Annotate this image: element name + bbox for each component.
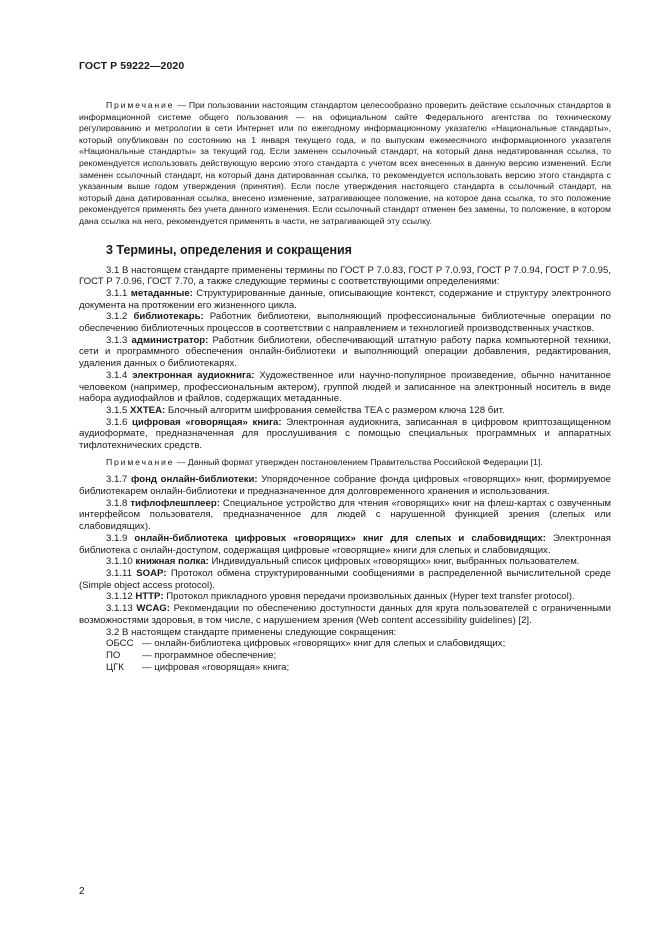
term-name: фонд онлайн-библиотеки: xyxy=(130,474,258,486)
term-name: администратор: xyxy=(131,334,209,346)
term-name: онлайн-библиотека цифровых «говорящих» книг для слепых и слабовидящих: xyxy=(134,532,546,544)
term-name: тифлофлешплеер: xyxy=(130,497,220,509)
term-name: метаданные: xyxy=(130,287,193,299)
term-3-1-12: 3.1.12 HTTP: Протокол прикладного уровня передачи произвольных данных (Hyper text transfer protocol). xyxy=(106,591,575,603)
term-3-1-4: 3.1.4 электронная аудиокнига: Художественное или научно-популярное произведение, обычно начитанное человеком (например, профессиональным актером), группой людей и записанное на электронный носитель в виде набора аудиофайлов и файлов, содержащих метаданные. xyxy=(79,369,611,405)
note-format xyxy=(79,457,611,469)
paragraph-3-1: 3.1 В настоящем стандарте применены термины по ГОСТ Р 7.0.83, ГОСТ Р 7.0.93, ГОСТ Р 7.0.94, ГОСТ Р 7.0.95, ГОСТ Р 7.0.96, ГОСТ 7.70, а также следующие термины с соответствующими определениями: xyxy=(79,264,611,288)
term-name: SOAP: xyxy=(136,568,167,579)
term-3-1-13: 3.1.13 WCAG: Рекомендации по обеспечению доступности данных для круга пользователей с ограниченными возможностями здоровья, в том числе, с нарушением зрения (Web content accessibility guidelines) [2]. xyxy=(79,603,611,626)
term-name: WCAG: xyxy=(136,603,170,615)
document-code-header: ГОСТ Р 59222—2020 xyxy=(79,60,185,72)
term-name: HTTP: xyxy=(135,591,164,603)
abbreviation-item: ОБСС — онлайн-библиотека цифровых «говорящих» книг для слепых и слабовидящих; xyxy=(106,638,506,650)
term-name: электронная аудиокнига: xyxy=(132,369,255,381)
term-3-1-8: 3.1.8 тифлофлешплеер: Специальное устройство для чтения «говорящих» книг на флеш-картах с озвученным интерфейсом пользователя, предназначенное для людей с нарушенной функцией зрения (слепых или слабовидящих). xyxy=(79,497,611,533)
term-3-1-6: 3.1.6 цифровая «говорящая» книга: Электронная аудиокнига, записанная в цифровом криптозащищенном аудиоформате, предназначенная для прослушивания с помощью специальных программных и аппаратных тифлотехнических средств. xyxy=(79,416,611,452)
note-text: — При пользовании настоящим стандартом целесообразно проверить действие ссылочных стандартов в информационной системе общего пользования — на официальном сайте Федерального агентства по техническому регулированию и метрологии в сети Интернет или по ежегодному информационному указателю «Национальные стандарты», который опубликован по состоянию на 1 января текущего года, и по выпускам ежемесячного информационного указателя «Национальные стандарты» за текущий год. Если заменен ссылочный стандарт, на который дана недатированная ссылка, то рекомендуется использовать действующую версию этого стандарта с учетом всех внесенных в данную версию изменений. Если заменен ссылочный стандарт, на который дана датированная ссылка, то рекомендуется использовать версию этого стандарта с указанным выше годом утверждения (принятия). Если после утверждения настоящего стандарта в ссылочный стандарт, на который дана датированная ссылка, внесено изменение, затрагивающее положение, на которое дана ссылка, то это положение рекомендуется применять без учета данного изменения. Если ссылочный стандарт отменен без замены, то положение, в котором дана ссылка на него, рекомендуется применять в части, не затрагивающей эту ссылку. xyxy=(79,100,611,226)
abbreviation-item: ЦГК — цифровая «говорящая» книга; xyxy=(106,661,290,673)
term-3-1-10: 3.1.10 книжная полка: Индивидуальный список цифровых «говорящих» книг, выбранных пользователем. xyxy=(106,556,580,568)
term-name: XXTEA: xyxy=(130,404,166,416)
term-3-1-7: 3.1.7 фонд онлайн-библиотеки: Упорядоченное собрание фонда цифровых «говорящих» книг, формируемое библиотекарем онлайн-библиотеки и предназначенное для долговременного хранения и использования. xyxy=(79,474,611,498)
note-label: Примечание xyxy=(106,456,175,467)
term-3-1-11: 3.1.11 SOAP: Протокол обмена структурированными сообщениями в распределенной вычислительной среде (Simple object access protocol). xyxy=(79,568,611,591)
note-text: — Данный формат утвержден постановлением Правительства Российской Федерации [1]. xyxy=(174,456,543,467)
term-name: библиотекарь: xyxy=(133,311,204,323)
term-name: цифровая «говорящая» книга: xyxy=(132,416,282,428)
term-3-1-2: 3.1.2 библиотекарь: Работник библиотеки, выполняющий профессиональные библиотечные операции по обеспечению библиотечных процессов в соответствии с направлением и технологией производственных участков. xyxy=(79,311,611,335)
term-3-1-9: 3.1.9 онлайн-библиотека цифровых «говорящих» книг для слепых и слабовидящих: Электронная библиотека с онлайн-доступом, содержащая цифровые «говорящие» книги для слепых и слабовидящих. xyxy=(79,532,611,556)
note-reference-standards xyxy=(79,100,611,228)
note-label: Примечание xyxy=(106,100,175,110)
term-3-1-3: 3.1.3 администратор: Работник библиотеки, обеспечивающий штатную работу парка компьютерной техники, сети и программного обеспечения онлайн-библиотеки и выполняющий операции добавления, редактирования, удаления данных о библиотекарях. xyxy=(79,334,611,370)
page-number: 2 xyxy=(79,886,85,897)
term-name: книжная полка: xyxy=(135,556,209,568)
abbreviation-item: ПО — программное обеспечение; xyxy=(106,649,277,661)
term-3-1-5: 3.1.5 XXTEA: Блочный алгоритм шифрования семейства TEA с размером ключа 128 бит. xyxy=(106,404,505,416)
paragraph-3-2: 3.2 В настоящем стандарте применены следующие сокращения: xyxy=(106,626,397,638)
term-3-1-1: 3.1.1 метаданные: Структурированные данные, описывающие контекст, содержание и структуру электронного документа на протяжении его жизненного цикла. xyxy=(79,287,611,311)
section-title: 3 Термины, определения и сокращения xyxy=(106,242,352,257)
page-body xyxy=(79,100,611,673)
